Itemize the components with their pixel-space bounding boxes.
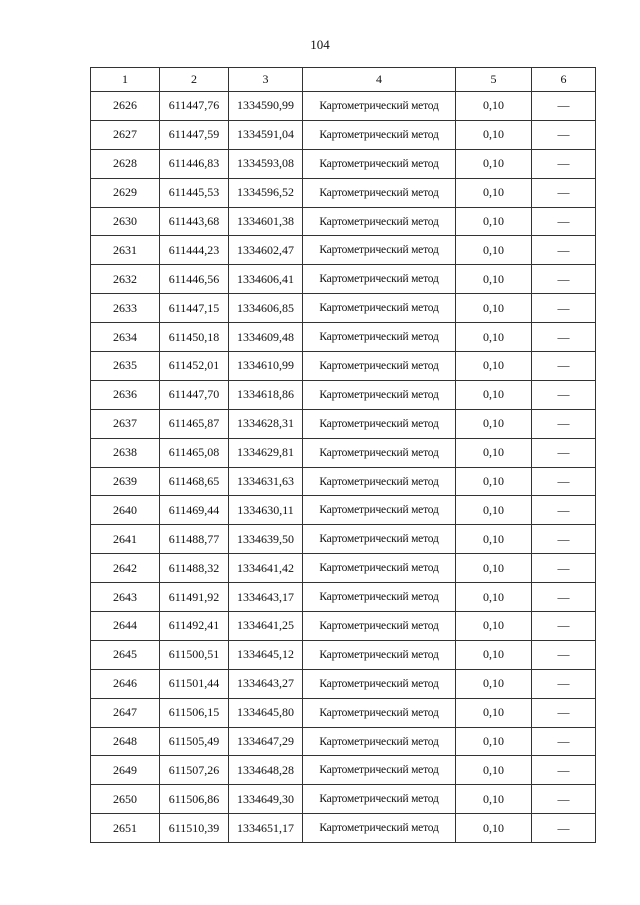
method-cell: Картометрический метод — [303, 698, 456, 727]
method-cell: Картометрический метод — [303, 352, 456, 381]
x-coordinate-cell: 611506,15 — [160, 698, 229, 727]
x-coordinate-cell: 611488,32 — [160, 554, 229, 583]
y-coordinate-cell: 1334643,17 — [229, 583, 303, 612]
note-cell: — — [532, 236, 596, 265]
point-number-cell: 2631 — [91, 236, 160, 265]
accuracy-cell: 0,10 — [456, 525, 532, 554]
table-row — [91, 785, 596, 814]
y-coordinate-cell: 1334651,17 — [229, 814, 303, 843]
accuracy-cell: 0,10 — [456, 496, 532, 525]
table-row — [91, 496, 596, 525]
note-cell: — — [532, 467, 596, 496]
table-row — [91, 120, 596, 149]
y-coordinate-cell: 1334629,81 — [229, 438, 303, 467]
accuracy-cell: 0,10 — [456, 554, 532, 583]
accuracy-cell: 0,10 — [456, 785, 532, 814]
x-coordinate-cell: 611450,18 — [160, 323, 229, 352]
method-cell: Картометрический метод — [303, 669, 456, 698]
note-cell: — — [532, 294, 596, 323]
note-cell: — — [532, 409, 596, 438]
note-cell: — — [532, 669, 596, 698]
table-body — [91, 92, 596, 843]
point-number-cell: 2632 — [91, 265, 160, 294]
point-number-cell: 2640 — [91, 496, 160, 525]
x-coordinate-cell: 611507,26 — [160, 756, 229, 785]
table-row — [91, 409, 596, 438]
method-cell: Картометрический метод — [303, 727, 456, 756]
note-cell: — — [532, 352, 596, 381]
column-header-5: 5 — [456, 68, 532, 92]
note-cell: — — [532, 207, 596, 236]
column-header-2: 2 — [160, 68, 229, 92]
note-cell: — — [532, 640, 596, 669]
y-coordinate-cell: 1334591,04 — [229, 120, 303, 149]
accuracy-cell: 0,10 — [456, 467, 532, 496]
y-coordinate-cell: 1334618,86 — [229, 380, 303, 409]
method-cell: Картометрический метод — [303, 554, 456, 583]
y-coordinate-cell: 1334628,31 — [229, 409, 303, 438]
y-coordinate-cell: 1334641,42 — [229, 554, 303, 583]
method-cell: Картометрический метод — [303, 207, 456, 236]
note-cell: — — [532, 120, 596, 149]
y-coordinate-cell: 1334609,48 — [229, 323, 303, 352]
x-coordinate-cell: 611447,70 — [160, 380, 229, 409]
y-coordinate-cell: 1334602,47 — [229, 236, 303, 265]
point-number-cell: 2630 — [91, 207, 160, 236]
table-row — [91, 640, 596, 669]
column-header-1: 1 — [91, 68, 160, 92]
accuracy-cell: 0,10 — [456, 727, 532, 756]
table-row — [91, 380, 596, 409]
note-cell: — — [532, 438, 596, 467]
method-cell: Картометрический метод — [303, 525, 456, 554]
table-row — [91, 149, 596, 178]
point-number-cell: 2629 — [91, 178, 160, 207]
table-row — [91, 294, 596, 323]
y-coordinate-cell: 1334649,30 — [229, 785, 303, 814]
point-number-cell: 2648 — [91, 727, 160, 756]
header-row — [91, 68, 596, 92]
x-coordinate-cell: 611445,53 — [160, 178, 229, 207]
point-number-cell: 2647 — [91, 698, 160, 727]
method-cell: Картометрический метод — [303, 265, 456, 294]
table-row — [91, 236, 596, 265]
table-row — [91, 727, 596, 756]
y-coordinate-cell: 1334648,28 — [229, 756, 303, 785]
x-coordinate-cell: 611465,08 — [160, 438, 229, 467]
page-number: 104 — [310, 37, 330, 52]
y-coordinate-cell: 1334630,11 — [229, 496, 303, 525]
note-cell: — — [532, 496, 596, 525]
accuracy-cell: 0,10 — [456, 669, 532, 698]
x-coordinate-cell: 611468,65 — [160, 467, 229, 496]
accuracy-cell: 0,10 — [456, 640, 532, 669]
method-cell: Картометрический метод — [303, 323, 456, 352]
note-cell: — — [532, 814, 596, 843]
y-coordinate-cell: 1334593,08 — [229, 149, 303, 178]
point-number-cell: 2645 — [91, 640, 160, 669]
accuracy-cell: 0,10 — [456, 236, 532, 265]
method-cell: Картометрический метод — [303, 380, 456, 409]
accuracy-cell: 0,10 — [456, 438, 532, 467]
column-header-6: 6 — [532, 68, 596, 92]
note-cell: — — [532, 756, 596, 785]
x-coordinate-cell: 611506,86 — [160, 785, 229, 814]
method-cell: Картометрический метод — [303, 409, 456, 438]
point-number-cell: 2633 — [91, 294, 160, 323]
method-cell: Картометрический метод — [303, 438, 456, 467]
method-cell: Картометрический метод — [303, 640, 456, 669]
note-cell: — — [532, 265, 596, 294]
accuracy-cell: 0,10 — [456, 294, 532, 323]
x-coordinate-cell: 611447,15 — [160, 294, 229, 323]
point-number-cell: 2644 — [91, 612, 160, 641]
x-coordinate-cell: 611510,39 — [160, 814, 229, 843]
method-cell: Картометрический метод — [303, 236, 456, 265]
y-coordinate-cell: 1334606,85 — [229, 294, 303, 323]
point-number-cell: 2650 — [91, 785, 160, 814]
note-cell: — — [532, 92, 596, 121]
method-cell: Картометрический метод — [303, 120, 456, 149]
accuracy-cell: 0,10 — [456, 814, 532, 843]
table-row — [91, 612, 596, 641]
y-coordinate-cell: 1334641,25 — [229, 612, 303, 641]
table-row — [91, 178, 596, 207]
method-cell: Картометрический метод — [303, 294, 456, 323]
y-coordinate-cell: 1334631,63 — [229, 467, 303, 496]
note-cell: — — [532, 323, 596, 352]
accuracy-cell: 0,10 — [456, 352, 532, 381]
point-number-cell: 2636 — [91, 380, 160, 409]
point-number-cell: 2627 — [91, 120, 160, 149]
method-cell: Картометрический метод — [303, 178, 456, 207]
point-number-cell: 2641 — [91, 525, 160, 554]
accuracy-cell: 0,10 — [456, 265, 532, 294]
x-coordinate-cell: 611500,51 — [160, 640, 229, 669]
point-number-cell: 2626 — [91, 92, 160, 121]
x-coordinate-cell: 611501,44 — [160, 669, 229, 698]
table-row — [91, 525, 596, 554]
y-coordinate-cell: 1334606,41 — [229, 265, 303, 294]
column-header-3: 3 — [229, 68, 303, 92]
table-row — [91, 467, 596, 496]
x-coordinate-cell: 611447,59 — [160, 120, 229, 149]
note-cell: — — [532, 178, 596, 207]
table-header — [91, 68, 596, 92]
note-cell: — — [532, 583, 596, 612]
point-number-cell: 2646 — [91, 669, 160, 698]
table-row — [91, 756, 596, 785]
note-cell: — — [532, 380, 596, 409]
point-number-cell: 2635 — [91, 352, 160, 381]
y-coordinate-cell: 1334645,80 — [229, 698, 303, 727]
point-number-cell: 2642 — [91, 554, 160, 583]
accuracy-cell: 0,10 — [456, 612, 532, 641]
table-row — [91, 207, 596, 236]
method-cell: Картометрический метод — [303, 583, 456, 612]
note-cell: — — [532, 149, 596, 178]
method-cell: Картометрический метод — [303, 496, 456, 525]
method-cell: Картометрический метод — [303, 756, 456, 785]
coordinates-table — [90, 67, 596, 843]
y-coordinate-cell: 1334639,50 — [229, 525, 303, 554]
accuracy-cell: 0,10 — [456, 583, 532, 612]
note-cell: — — [532, 554, 596, 583]
table-row — [91, 92, 596, 121]
accuracy-cell: 0,10 — [456, 120, 532, 149]
table-row — [91, 814, 596, 843]
table-row — [91, 352, 596, 381]
method-cell: Картометрический метод — [303, 467, 456, 496]
accuracy-cell: 0,10 — [456, 698, 532, 727]
x-coordinate-cell: 611469,44 — [160, 496, 229, 525]
method-cell: Картометрический метод — [303, 785, 456, 814]
accuracy-cell: 0,10 — [456, 380, 532, 409]
method-cell: Картометрический метод — [303, 92, 456, 121]
point-number-cell: 2643 — [91, 583, 160, 612]
point-number-cell: 2634 — [91, 323, 160, 352]
x-coordinate-cell: 611444,23 — [160, 236, 229, 265]
point-number-cell: 2639 — [91, 467, 160, 496]
y-coordinate-cell: 1334643,27 — [229, 669, 303, 698]
point-number-cell: 2637 — [91, 409, 160, 438]
x-coordinate-cell: 611452,01 — [160, 352, 229, 381]
note-cell: — — [532, 785, 596, 814]
x-coordinate-cell: 611465,87 — [160, 409, 229, 438]
x-coordinate-cell: 611446,56 — [160, 265, 229, 294]
method-cell: Картометрический метод — [303, 612, 456, 641]
method-cell: Картометрический метод — [303, 149, 456, 178]
accuracy-cell: 0,10 — [456, 207, 532, 236]
y-coordinate-cell: 1334596,52 — [229, 178, 303, 207]
table-row — [91, 438, 596, 467]
note-cell: — — [532, 525, 596, 554]
table-row — [91, 583, 596, 612]
x-coordinate-cell: 611488,77 — [160, 525, 229, 554]
accuracy-cell: 0,10 — [456, 756, 532, 785]
table-row — [91, 323, 596, 352]
x-coordinate-cell: 611443,68 — [160, 207, 229, 236]
method-cell: Картометрический метод — [303, 814, 456, 843]
y-coordinate-cell: 1334645,12 — [229, 640, 303, 669]
table-row — [91, 554, 596, 583]
y-coordinate-cell: 1334647,29 — [229, 727, 303, 756]
y-coordinate-cell: 1334610,99 — [229, 352, 303, 381]
x-coordinate-cell: 611447,76 — [160, 92, 229, 121]
accuracy-cell: 0,10 — [456, 149, 532, 178]
point-number-cell: 2649 — [91, 756, 160, 785]
note-cell: — — [532, 698, 596, 727]
table-row — [91, 265, 596, 294]
x-coordinate-cell: 611491,92 — [160, 583, 229, 612]
accuracy-cell: 0,10 — [456, 323, 532, 352]
point-number-cell: 2651 — [91, 814, 160, 843]
x-coordinate-cell: 611492,41 — [160, 612, 229, 641]
x-coordinate-cell: 611446,83 — [160, 149, 229, 178]
note-cell: — — [532, 612, 596, 641]
column-header-4: 4 — [303, 68, 456, 92]
y-coordinate-cell: 1334601,38 — [229, 207, 303, 236]
accuracy-cell: 0,10 — [456, 92, 532, 121]
accuracy-cell: 0,10 — [456, 178, 532, 207]
accuracy-cell: 0,10 — [456, 409, 532, 438]
point-number-cell: 2638 — [91, 438, 160, 467]
x-coordinate-cell: 611505,49 — [160, 727, 229, 756]
note-cell: — — [532, 727, 596, 756]
table-row — [91, 698, 596, 727]
table-row — [91, 669, 596, 698]
point-number-cell: 2628 — [91, 149, 160, 178]
y-coordinate-cell: 1334590,99 — [229, 92, 303, 121]
